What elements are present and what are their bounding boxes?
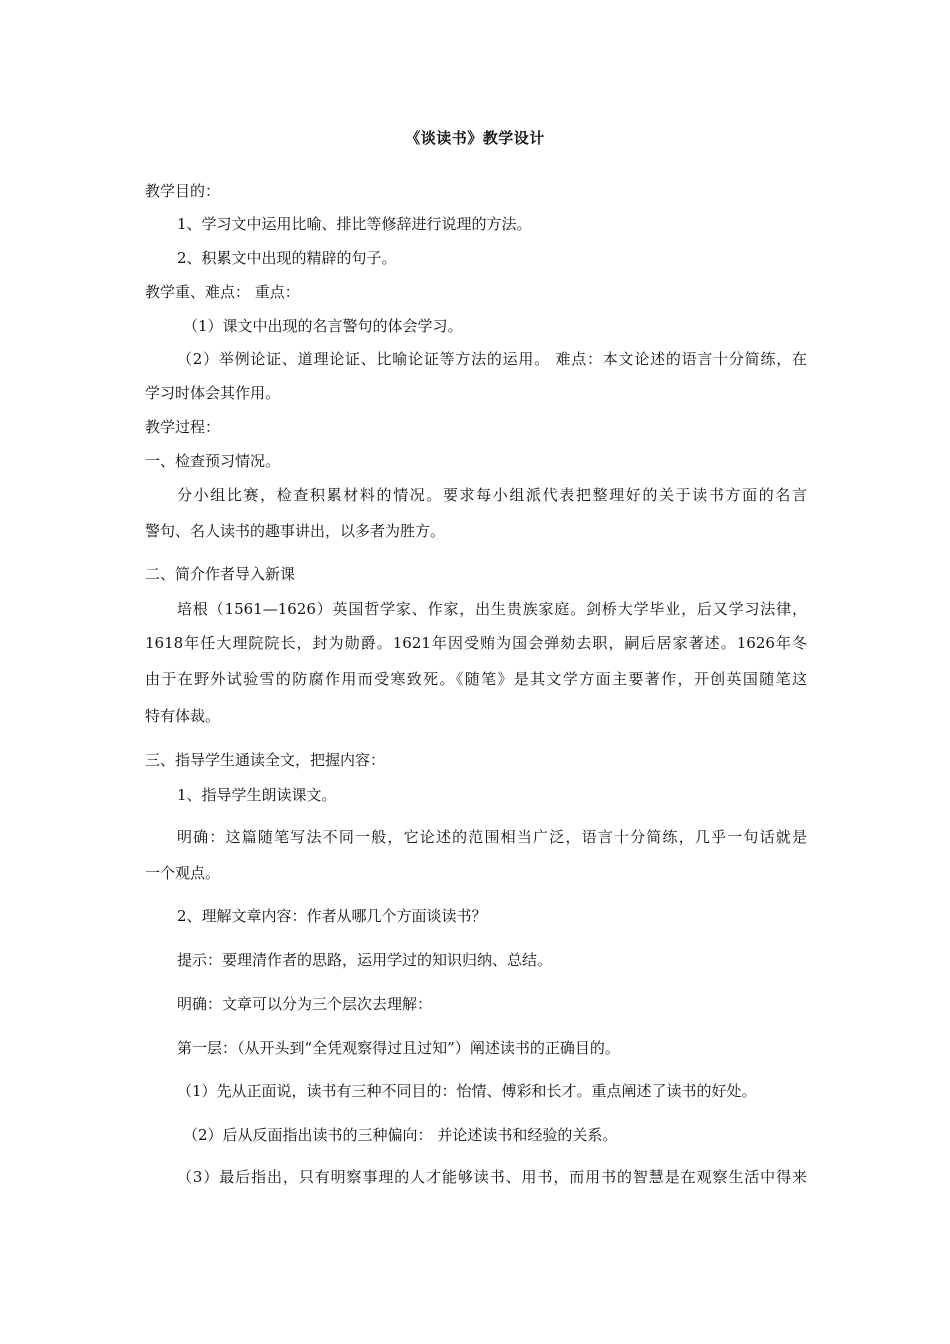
- text-line: 明确：这篇随笔写法不同一般，它论述的范围相当广泛，语言十分简练，几乎一句话就是: [177, 828, 807, 846]
- text-line: 一、检查预习情况。: [145, 452, 281, 470]
- text-line: 教学过程：: [145, 418, 221, 436]
- text-line: （2）举例论证、道理论证、比喻论证等方法的运用。 难点：本文论述的语言十分简练，在: [177, 350, 807, 368]
- text-line: （3）最后指出，只有明察事理的人才能够读书、用书，而用书的智慧是在观察生活中得来: [177, 1168, 807, 1186]
- text-line: 教学重、难点： 重点：: [145, 283, 300, 301]
- text-line: 1、指导学生朗读课文。: [177, 786, 337, 804]
- text-line: 由于在野外试验雪的防腐作用而受寒致死。《随笔》是其文学方面主要著作，开创英国随笔这: [145, 670, 807, 688]
- text-line: 明确：文章可以分为三个层次去理解：: [177, 995, 433, 1013]
- document-title: 《谈读书》教学设计: [405, 129, 545, 147]
- text-line: （1）先从正面说，读书有三种不同目的：怡情、傅彩和长才。重点阐述了读书的好处。: [177, 1082, 757, 1100]
- text-line: 学习时体会其作用。: [145, 384, 281, 402]
- text-line: 2、理解文章内容：作者从哪几个方面谈读书？: [177, 907, 487, 925]
- text-line: 培根（1561—1626）英国哲学家、作家，出生贵族家庭。剑桥大学毕业，后又学习法律，: [177, 600, 807, 618]
- text-line: （2）后从反面指出读书的三种偏向： 并论述读书和经验的关系。: [183, 1126, 618, 1144]
- text-line: 二、简介作者导入新课: [145, 565, 296, 583]
- text-line: 特有体裁。: [145, 707, 221, 725]
- text-line: 第一层：（从开头到“全凭观察得过且过知”）阐述读书的正确目的。: [177, 1039, 620, 1057]
- text-line: （1）课文中出现的名言警句的体会学习。: [183, 317, 463, 335]
- text-line: 1、学习文中运用比喻、排比等修辞进行说理的方法。: [177, 215, 532, 233]
- text-line: 三、指导学生通读全文，把握内容：: [145, 751, 386, 769]
- text-line: 一个观点。: [145, 864, 221, 882]
- text-line: 提示：要理清作者的思路，运用学过的知识归纳、总结。: [177, 951, 553, 969]
- text-line: 分小组比赛，检查积累材料的情况。要求每小组派代表把整理好的关于读书方面的名言: [177, 486, 807, 504]
- text-line: 2、积累文中出现的精辟的句子。: [177, 249, 397, 267]
- text-line: 1618年任大理院院长，封为勋爵。1621年因受贿为国会弹劾去职，嗣后居家著述。1626年冬: [145, 634, 807, 652]
- text-line: 教学目的：: [145, 182, 221, 200]
- text-line: 警句、名人读书的趣事讲出，以多者为胜方。: [145, 522, 446, 540]
